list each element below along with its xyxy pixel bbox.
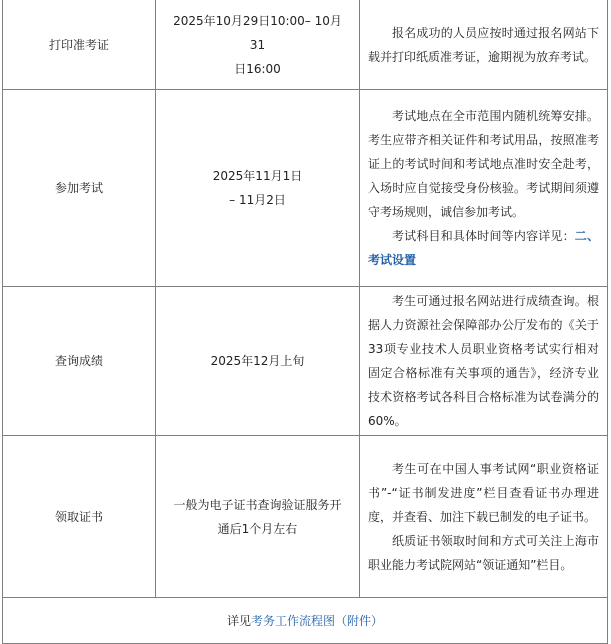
workflow-link[interactable]: 考务工作流程图（附件） xyxy=(251,613,384,628)
desc-cell xyxy=(360,287,608,436)
desc-paragraph: 纸质证书领取时间和方式可关注上海市职业能力考试院网站“领证通知”栏目。 xyxy=(368,533,599,572)
table-row xyxy=(3,287,608,436)
time-line: 2025年10月29日10:00– 10月31 xyxy=(173,13,342,52)
desc-paragraph: 考试地点在全市范围内随机统筹安排。考生应带齐相关证件和考试用品，按照准考证上的考试时间和考试地点准时安全赴考，入场时应自觉接受身份核验。考试期间须遵守考场规则，诚信参加考试。 xyxy=(368,109,599,219)
time-cell xyxy=(156,90,360,287)
time-line: 日16:00 xyxy=(234,61,281,76)
desc-paragraph xyxy=(368,224,599,272)
stage-cell: 参加考试 xyxy=(3,90,156,287)
time-cell xyxy=(156,0,360,90)
desc-paragraph: 考生可通过报名网站进行成绩查询。根据人力资源社会保障部办公厅发布的《关于33项专业技术人员职业资格考试实行相对固定合格标准有关事项的通告》，经济专业技术资格考试各科目合格标准为试卷满分的60%。 xyxy=(368,294,599,428)
table-row xyxy=(3,436,608,598)
table-row xyxy=(3,90,608,287)
footer-cell xyxy=(3,598,608,644)
table-row xyxy=(3,598,608,644)
desc-cell xyxy=(360,90,608,287)
table-row xyxy=(3,0,608,90)
time-line: 通后1个月左右 xyxy=(217,521,298,536)
stage-cell: 领取证书 xyxy=(3,436,156,598)
desc-cell xyxy=(360,436,608,598)
time-line: 一般为电子证书查询验证服务开 xyxy=(173,497,342,512)
desc-paragraph: 考生可在中国人事考试网“职业资格证书”-“证书制发进度”栏目查看证书办理进度，并查看、加注下载已制发的电子证书。 xyxy=(368,461,599,524)
exam-settings-link[interactable]: 二、考试设置 xyxy=(368,229,599,267)
stage-cell: 打印准考证 xyxy=(3,0,156,90)
time-line: 2025年11月1日 xyxy=(212,169,303,183)
stage-cell: 查询成绩 xyxy=(3,287,156,436)
time-cell xyxy=(156,287,360,436)
desc-cell xyxy=(360,0,608,90)
desc-paragraph: 报名成功的人员应按时通过报名网站下载并打印纸质准考证，逾期视为放弃考试。 xyxy=(368,25,599,64)
desc-prefix: 考试科目和具体时间等内容详见： xyxy=(392,229,575,243)
time-line: 2025年12月上旬 xyxy=(210,354,305,368)
time-cell xyxy=(156,436,360,598)
footer-prefix: 详见 xyxy=(226,613,251,628)
schedule-table xyxy=(2,0,608,644)
time-line: – 11月2日 xyxy=(229,193,286,207)
